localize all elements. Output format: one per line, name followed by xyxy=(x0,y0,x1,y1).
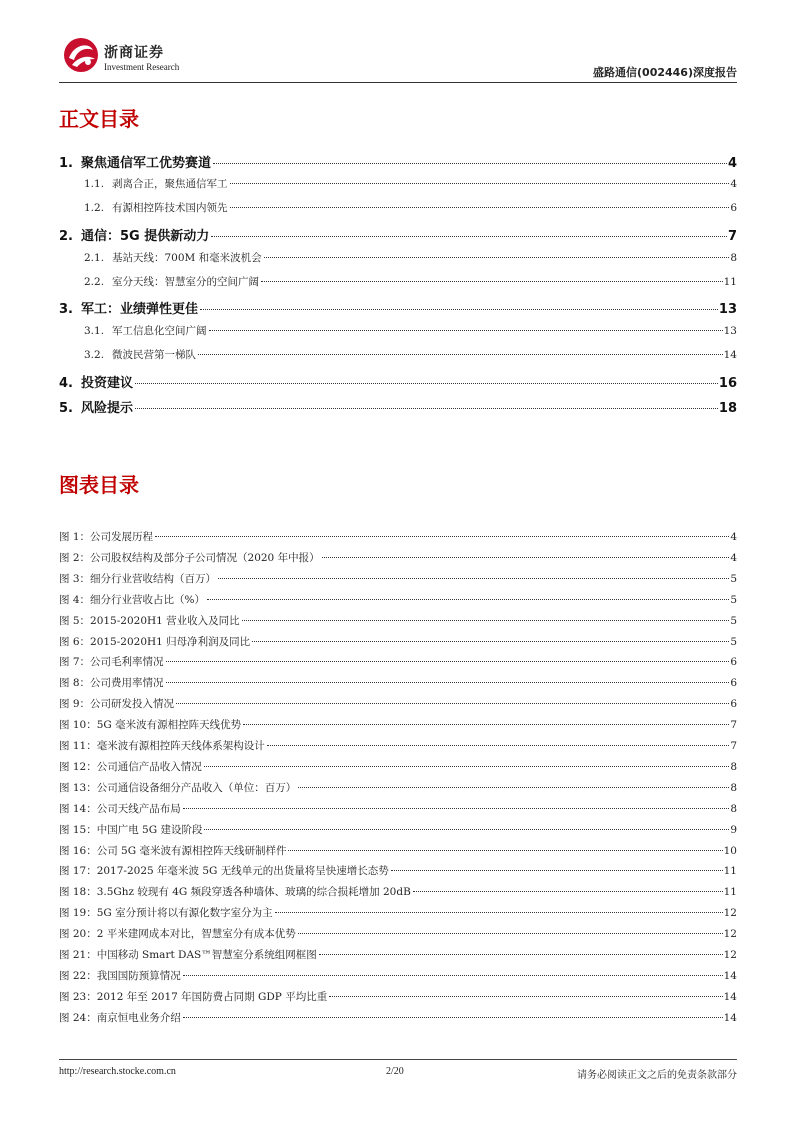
header-divider xyxy=(59,82,737,83)
toc-entry-label xyxy=(59,298,199,317)
toc-entry-number: 5. xyxy=(59,401,73,416)
leader-dots xyxy=(329,996,722,997)
figure-entry-page: 7 xyxy=(730,740,737,752)
figure-entry-page: 5 xyxy=(730,635,737,648)
logo-name-en: Investment Research xyxy=(104,62,180,72)
leader-dots xyxy=(261,281,723,282)
toc-entry-label xyxy=(59,372,134,391)
toc-entry-text: 风险提示 xyxy=(81,401,134,416)
leader-dots xyxy=(264,257,730,258)
figure-entry-label: 图 22：我国国防预算情况 xyxy=(59,969,181,982)
leader-dots xyxy=(176,703,729,704)
toc-entry-label xyxy=(84,274,260,289)
figure-entry-page: 14 xyxy=(723,1011,737,1024)
figure-entry-label: 图 24：南京恒电业务介绍 xyxy=(59,1011,181,1024)
toc-entry-label xyxy=(84,200,229,215)
toc-section-entry[interactable] xyxy=(84,323,737,338)
figure-entry-label: 图 12：公司通信产品收入情况 xyxy=(59,760,202,773)
leader-dots xyxy=(204,829,729,830)
toc-entry-number: 4. xyxy=(59,376,73,391)
toc-entry-text: 室分天线：智慧室分的空间广阔 xyxy=(112,276,259,288)
figure-entry-label: 图 16：公司 5G 毫米波有源相控阵天线研制样件 xyxy=(59,844,287,857)
toc-entry-page: 18 xyxy=(718,401,737,416)
leader-dots xyxy=(230,207,730,208)
figure-entry[interactable] xyxy=(59,905,737,920)
toc-entry-number: 3.2. xyxy=(84,349,105,361)
leader-dots xyxy=(135,383,718,384)
figure-entry-label: 图 11：毫米波有源相控阵天线体系架构设计 xyxy=(59,740,265,752)
leader-dots xyxy=(242,620,730,621)
figure-entry[interactable] xyxy=(59,801,737,816)
figure-entry[interactable] xyxy=(59,717,737,732)
toc-entry-text: 军工信息化空间广阔 xyxy=(112,325,207,337)
leader-dots xyxy=(155,536,729,537)
page-number: 2/20 xyxy=(386,1066,404,1077)
leader-dots xyxy=(267,745,730,746)
leader-dots xyxy=(135,408,718,409)
toc-entry-number: 2. xyxy=(59,229,73,244)
figure-entry[interactable] xyxy=(59,529,737,544)
toc-entry-text: 微波民营第一梯队 xyxy=(112,349,196,361)
toc-entry-label xyxy=(84,347,197,362)
figure-entry-page: 5 xyxy=(730,572,737,585)
figure-entry-page: 12 xyxy=(723,907,737,920)
figure-entry[interactable] xyxy=(59,1010,737,1025)
toc-entry-text: 聚焦通信军工优势赛道 xyxy=(81,156,212,171)
toc-entry-label xyxy=(84,176,229,191)
toc-entry-number: 1.1. xyxy=(84,178,105,190)
figure-entry[interactable] xyxy=(59,613,737,628)
toc-entry-label xyxy=(59,152,212,171)
leader-dots xyxy=(211,236,727,237)
figure-entry-label: 图 21：中国移动 Smart DAS™智慧室分系统组网框图 xyxy=(59,949,317,961)
leader-dots xyxy=(298,787,729,788)
figures-title: 图表目录 xyxy=(59,473,139,497)
figure-entry[interactable] xyxy=(59,571,737,586)
toc-section-entry[interactable] xyxy=(84,347,737,362)
figure-entry[interactable] xyxy=(59,654,737,669)
figure-entry-page: 6 xyxy=(730,656,737,669)
toc-entry-page: 14 xyxy=(723,349,737,361)
leader-dots xyxy=(319,954,723,955)
leader-dots xyxy=(166,661,730,662)
logo-name-cn: 浙商证券 xyxy=(104,45,164,61)
figure-entry-label: 图 2：公司股权结构及部分子公司情况（2020 年中报） xyxy=(59,551,320,564)
figure-entry[interactable] xyxy=(59,822,737,837)
leader-dots xyxy=(204,766,730,767)
figure-entry-page: 5 xyxy=(730,593,737,606)
figure-entry-label: 图 3：细分行业营收结构（百万） xyxy=(59,572,217,585)
figure-entry-page: 12 xyxy=(723,928,737,941)
toc-section-entry[interactable] xyxy=(84,200,737,215)
figure-entry-label: 图 13：公司通信设备细分产品收入（单位：百万） xyxy=(59,781,297,794)
leader-dots xyxy=(213,163,727,164)
figure-entry[interactable] xyxy=(59,926,737,941)
toc-chapter-entry[interactable] xyxy=(59,225,737,244)
leader-dots xyxy=(252,641,729,642)
figure-entry[interactable] xyxy=(59,968,737,983)
figure-entry-page: 8 xyxy=(730,802,737,815)
footer-divider xyxy=(59,1059,737,1060)
figure-entry[interactable] xyxy=(59,592,737,607)
figure-entry[interactable] xyxy=(59,843,737,858)
leader-dots xyxy=(200,309,718,310)
leader-dots xyxy=(298,933,723,934)
toc-entry-page: 6 xyxy=(730,202,737,214)
toc-entry-page: 13 xyxy=(723,325,737,337)
toc-entry-text: 投资建议 xyxy=(81,376,134,391)
figure-entry[interactable] xyxy=(59,780,737,795)
leader-dots xyxy=(391,870,723,871)
figure-entry-page: 6 xyxy=(730,677,737,690)
toc-entry-label xyxy=(59,225,210,244)
figure-entry[interactable] xyxy=(59,759,737,774)
figure-entry-label: 图 10：5G 毫米波有源相控阵天线优势 xyxy=(59,719,242,732)
figure-entry-label: 图 1：公司发展历程 xyxy=(59,531,154,543)
figure-entry[interactable] xyxy=(59,550,737,565)
footer-url[interactable]: http://research.stocke.com.cn xyxy=(59,1066,176,1077)
figure-entry-label: 图 14：公司天线产品布局 xyxy=(59,802,181,815)
figure-entry-label: 图 9：公司研发投入情况 xyxy=(59,698,175,711)
leader-dots xyxy=(166,682,730,683)
toc-section-entry[interactable] xyxy=(84,274,737,289)
toc-section-entry[interactable] xyxy=(84,250,737,265)
figure-entry[interactable] xyxy=(59,634,737,649)
leader-dots xyxy=(183,1017,723,1018)
figure-entry[interactable] xyxy=(59,947,737,962)
leader-dots xyxy=(218,578,729,579)
toc-entry-number: 2.1. xyxy=(84,252,105,264)
toc-chapter-entry[interactable] xyxy=(59,298,737,317)
figure-entry-page: 11 xyxy=(723,886,737,899)
toc-entry-number: 2.2. xyxy=(84,276,105,288)
toc-entry-text: 军工：业绩弹性更佳 xyxy=(81,302,199,317)
figure-entry[interactable] xyxy=(59,884,737,899)
leader-dots xyxy=(207,599,729,600)
toc-entry-label xyxy=(84,323,208,338)
figure-entry-label: 图 19：5G 室分预计将以有源化数字室分为主 xyxy=(59,907,273,920)
figure-entry[interactable] xyxy=(59,989,737,1004)
figure-entry-label: 图 23：2012 年至 2017 年国防费占同期 GDP 平均比重 xyxy=(59,990,328,1003)
figure-entry[interactable] xyxy=(59,738,737,753)
leader-dots xyxy=(230,183,730,184)
figure-entry-page: 14 xyxy=(723,969,737,982)
toc-entry-text: 有源相控阵技术国内领先 xyxy=(112,202,228,214)
figure-entry-page: 10 xyxy=(723,844,737,857)
toc-title: 正文目录 xyxy=(59,107,139,131)
toc-chapter-entry[interactable] xyxy=(59,372,737,391)
toc-chapter-entry[interactable] xyxy=(59,152,737,171)
page-header xyxy=(59,34,737,82)
leader-dots xyxy=(275,912,723,913)
figure-entry-page: 14 xyxy=(723,990,737,1003)
leader-dots xyxy=(413,891,723,892)
toc-entry-page: 7 xyxy=(727,229,737,244)
figure-entry-label: 图 4：细分行业营收占比（%） xyxy=(59,593,205,606)
toc-entry-page: 13 xyxy=(718,302,737,317)
figure-entry-page: 8 xyxy=(730,760,737,773)
figure-entry-page: 6 xyxy=(730,698,737,711)
toc-entry-page: 4 xyxy=(730,178,737,190)
figure-entry-label: 图 20：2 平米建网成本对比，智慧室分有成本优势 xyxy=(59,928,296,941)
toc-entry-label xyxy=(84,250,263,265)
figure-entry-page: 12 xyxy=(723,949,737,961)
figure-entry-label: 图 5：2015-2020H1 营业收入及同比 xyxy=(59,614,240,627)
toc-entry-page: 16 xyxy=(718,376,737,391)
toc-section-entry[interactable] xyxy=(84,176,737,191)
figure-entry-page: 8 xyxy=(730,781,737,794)
toc-entry-number: 1.2. xyxy=(84,202,105,214)
figure-entry-page: 11 xyxy=(723,865,737,878)
leader-dots xyxy=(288,850,722,851)
toc-entry-page: 4 xyxy=(727,156,737,171)
zheshang-logo-icon xyxy=(62,36,100,74)
figure-entry-page: 7 xyxy=(730,719,737,732)
toc-entry-number: 3. xyxy=(59,302,73,317)
toc-entry-number: 1. xyxy=(59,156,73,171)
figure-entry-label: 图 8：公司费用率情况 xyxy=(59,677,164,690)
figure-entry-label: 图 18：3.5Ghz 较现有 4G 频段穿透各种墙体、玻璃的综合损耗增加 20dB xyxy=(59,886,411,899)
figure-entry-label: 图 17：2017-2025 年毫米波 5G 无线单元的出货量将呈快速增长态势 xyxy=(59,865,389,878)
toc-entry-number: 3.1. xyxy=(84,325,105,337)
leader-dots xyxy=(209,330,723,331)
figure-entry-page: 5 xyxy=(730,614,737,627)
figure-entry[interactable] xyxy=(59,863,737,878)
toc-entry-text: 通信：5G 提供新动力 xyxy=(81,229,210,244)
leader-dots xyxy=(322,557,730,558)
figure-entry-label: 图 15：中国广电 5G 建设阶段 xyxy=(59,823,203,836)
figure-entry-page: 4 xyxy=(730,531,737,543)
toc-entry-page: 11 xyxy=(723,276,737,288)
toc-entry-page: 8 xyxy=(730,252,737,264)
leader-dots xyxy=(183,975,723,976)
leader-dots xyxy=(198,354,723,355)
toc-entry-text: 剥离合正，聚焦通信军工 xyxy=(112,178,228,190)
figure-entry-page: 9 xyxy=(730,823,737,836)
toc-chapter-entry[interactable] xyxy=(59,397,737,416)
report-title: 盛路通信(002446)深度报告 xyxy=(593,66,737,79)
footer-disclaimer: 请务必阅读正文之后的免责条款部分 xyxy=(577,1070,737,1081)
figure-entry[interactable] xyxy=(59,696,737,711)
figure-entry-label: 图 7：公司毛利率情况 xyxy=(59,656,164,669)
figure-entry[interactable] xyxy=(59,675,737,690)
figure-entry-page: 4 xyxy=(730,551,737,564)
leader-dots xyxy=(243,724,729,725)
toc-entry-text: 基站天线：700M 和毫米波机会 xyxy=(112,252,262,264)
leader-dots xyxy=(183,808,730,809)
toc-entry-label xyxy=(59,397,134,416)
figure-entry-label: 图 6：2015-2020H1 归母净利润及同比 xyxy=(59,635,251,648)
